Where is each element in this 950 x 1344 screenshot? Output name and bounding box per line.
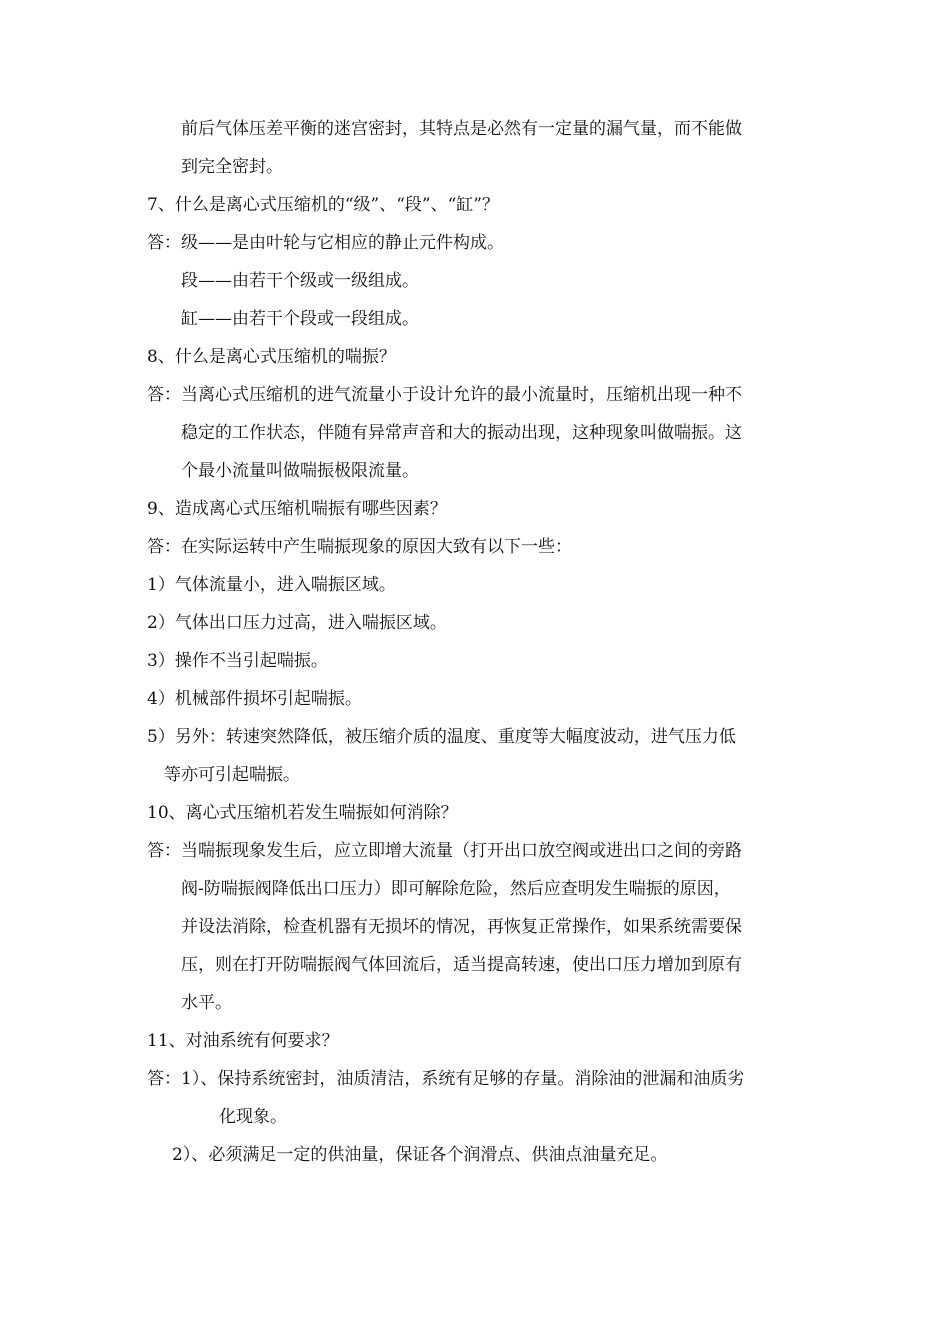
text-line: 前后气体压差平衡的迷宫密封，其特点是必然有一定量的漏气量，而不能做 [181,119,742,139]
list-item: 3）操作不当引起喘振。 [147,651,328,671]
answer-line: 答：当离心式压缩机的进气流量小于设计允许的最小流量时，压缩机出现一种不 [147,385,742,405]
question-heading: 11、对油系统有何要求？ [147,1031,339,1051]
text-line: 到完全密封。 [181,157,283,177]
text-line: 等亦可引起喘振。 [164,765,300,785]
text-line: 段——由若干个级或一级组成。 [181,271,419,291]
list-item: 5）另外：转速突然降低，被压缩介质的温度、重度等大幅度波动，进气压力低 [147,727,736,747]
list-item: 2）气体出口压力过高，进入喘振区域。 [147,613,447,633]
answer-line: 答：级——是由叶轮与它相应的静止元件构成。 [147,233,504,253]
text-line: 并设法消除，检查机器有无损坏的情况，再恢复正常操作，如果系统需要保 [181,917,742,937]
document-body [147,110,817,1174]
question-heading: 8、什么是离心式压缩机的喘振？ [147,347,396,367]
text-line: 缸——由若干个段或一段组成。 [181,309,419,329]
text-line: 水平。 [181,993,232,1013]
text-line: 稳定的工作状态，伴随有异常声音和大的振动出现，这种现象叫做喘振。这 [181,423,742,443]
text-line: 压，则在打开防喘振阀气体回流后，适当提高转速，使出口压力增加到原有 [181,955,742,975]
list-item: 1）气体流量小，进入喘振区域。 [147,575,396,595]
text-line: 化现象。 [219,1107,287,1127]
list-item: 2）、必须满足一定的供油量，保证各个润滑点、供油点油量充足。 [172,1145,668,1165]
question-heading: 9、造成离心式压缩机喘振有哪些因素？ [147,499,447,519]
answer-line: 答：当喘振现象发生后，应立即增大流量（打开出口放空阀或进出口之间的旁路 [147,841,742,861]
question-heading: 7、什么是离心式压缩机的“级”、“段”、“缸”？ [147,195,499,215]
answer-line: 答：1）、保持系统密封，油质清洁，系统有足够的存量。消除油的泄漏和油质劣 [147,1069,745,1089]
list-item: 4）机械部件损坏引起喘振。 [147,689,362,709]
question-heading: 10、离心式压缩机若发生喘振如何消除？ [147,803,458,823]
text-line: 阀-防喘振阀降低出口压力）即可解除危险，然后应查明发生喘振的原因， [181,879,731,899]
text-line: 个最小流量叫做喘振极限流量。 [181,461,419,481]
answer-line: 答：在实际运转中产生喘振现象的原因大致有以下一些： [147,537,572,557]
